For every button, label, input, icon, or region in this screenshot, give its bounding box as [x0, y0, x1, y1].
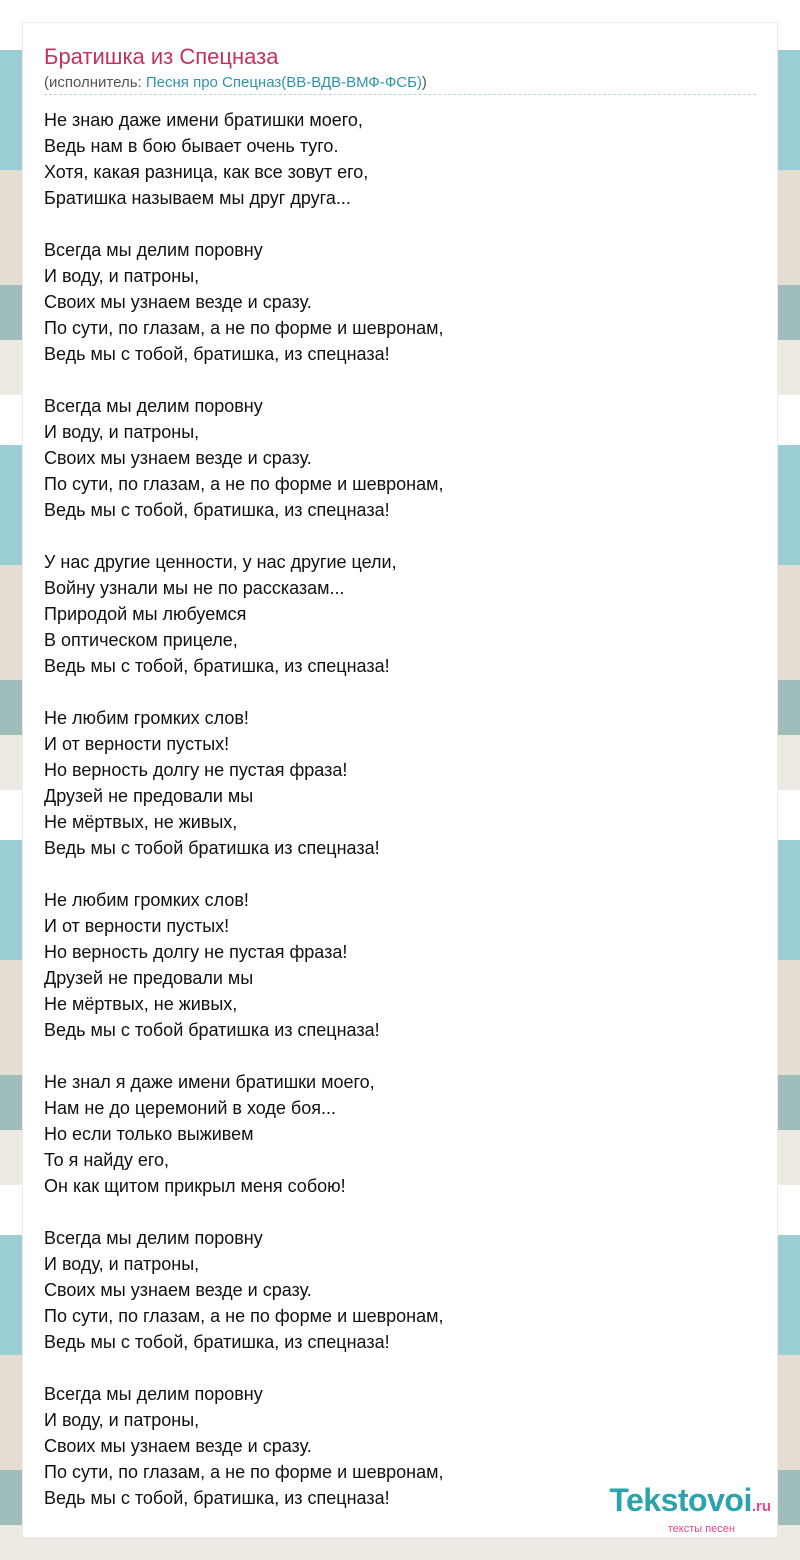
lyric-line: Ведь мы с тобой, братишка, из спецназа! — [44, 656, 390, 676]
lyric-line: Всегда мы делим поровну — [44, 396, 263, 416]
stanza-gap — [44, 523, 744, 549]
lyric-line: Всегда мы делим поровну — [44, 240, 263, 260]
lyric-line: По сути, по глазам, а не по форме и шевронам, — [44, 318, 444, 338]
lyric-line: Братишка называем мы друг друга... — [44, 188, 351, 208]
lyric-line: И от верности пустых! — [44, 734, 230, 754]
lyric-line: Не знаю даже имени братишки моего, — [44, 110, 363, 130]
lyric-line: Друзей не предовали мы — [44, 786, 254, 806]
lyric-line: Не мёртвых, не живых, — [44, 812, 238, 832]
lyric-line: Ведь мы с тобой братишка из спецназа! — [44, 1020, 380, 1040]
lyric-line: И воду, и патроны, — [44, 1410, 200, 1430]
lyric-line: Хотя, какая разница, как все зовут его, — [44, 162, 369, 182]
artist-link[interactable]: Песня про Спецназ(ВВ-ВДВ-ВМФ-ФСБ) — [145, 74, 422, 91]
lyrics-text — [44, 107, 744, 1511]
lyric-line: Не знал я даже имени братишки моего, — [44, 1072, 375, 1092]
lyric-line: Своих мы узнаем везде и сразу. — [44, 1436, 312, 1456]
lyric-line: Но если только выживем — [44, 1124, 254, 1144]
lyric-line: Ведь мы с тобой братишка из спецназа! — [44, 838, 380, 858]
logo-domain: .ru — [751, 1498, 771, 1515]
logo-wordmark — [609, 1484, 771, 1523]
lyric-line: Не любим громких слов! — [44, 890, 249, 910]
stanza-gap — [44, 367, 744, 393]
stanza-gap — [44, 1043, 744, 1069]
site-logo[interactable] — [609, 1484, 771, 1535]
stanza-gap — [44, 861, 744, 887]
lyric-line: По сути, по глазам, а не по форме и шевронам, — [44, 1462, 444, 1482]
stanza-gap — [44, 1199, 744, 1225]
title-divider — [44, 94, 756, 95]
lyric-line: Но верность долгу не пустая фраза! — [44, 942, 348, 962]
lyric-line: Он как щитом прикрыл меня собою! — [44, 1176, 346, 1196]
lyric-line: В оптическом прицеле, — [44, 630, 238, 650]
lyric-line: Ведь нам в бою бывает очень туго. — [44, 136, 339, 156]
lyric-line: По сути, по глазам, а не по форме и шевронам, — [44, 474, 444, 494]
lyric-line: Не любим громких слов! — [44, 708, 249, 728]
lyric-line: Не мёртвых, не живых, — [44, 994, 238, 1014]
lyric-line: Ведь мы с тобой, братишка, из спецназа! — [44, 1488, 390, 1508]
lyric-line: Своих мы узнаем везде и сразу. — [44, 1280, 312, 1300]
artist-suffix: ) — [421, 74, 427, 91]
lyric-line: Нам не до церемоний в ходе боя... — [44, 1098, 336, 1118]
lyric-line: Всегда мы делим поровну — [44, 1384, 263, 1404]
lyric-line: И воду, и патроны, — [44, 266, 200, 286]
lyric-line: Ведь мы с тобой, братишка, из спецназа! — [44, 500, 390, 520]
stanza-gap — [44, 679, 744, 705]
artist-line — [44, 73, 427, 93]
lyric-line: По сути, по глазам, а не по форме и шевронам, — [44, 1306, 444, 1326]
lyric-line: Своих мы узнаем везде и сразу. — [44, 448, 312, 468]
lyric-line: Войну узнали мы не по рассказам... — [44, 578, 345, 598]
lyric-line: И воду, и патроны, — [44, 1254, 200, 1274]
lyric-line: Друзей не предовали мы — [44, 968, 254, 988]
lyric-line: Ведь мы с тобой, братишка, из спецназа! — [44, 1332, 390, 1352]
lyric-line: Природой мы любуемся — [44, 604, 247, 624]
lyrics-card — [22, 22, 778, 1538]
lyric-line: Ведь мы с тобой, братишка, из спецназа! — [44, 344, 390, 364]
lyric-line: Своих мы узнаем везде и сразу. — [44, 292, 312, 312]
lyric-line: И воду, и патроны, — [44, 422, 200, 442]
logo-name: Tekstovoi — [609, 1482, 752, 1518]
lyric-line: И от верности пустых! — [44, 916, 230, 936]
stanza-gap — [44, 211, 744, 237]
lyric-line: У нас другие ценности, у нас другие цели, — [44, 552, 397, 572]
song-title: Братишка из Спецназа — [44, 44, 279, 69]
stanza-gap — [44, 1355, 744, 1381]
lyric-line: То я найду его, — [44, 1150, 170, 1170]
lyric-line: Всегда мы делим поровну — [44, 1228, 263, 1248]
artist-prefix: (исполнитель: — [44, 74, 146, 91]
logo-tagline: тексты песен — [667, 1523, 735, 1535]
lyric-line: Но верность долгу не пустая фраза! — [44, 760, 348, 780]
